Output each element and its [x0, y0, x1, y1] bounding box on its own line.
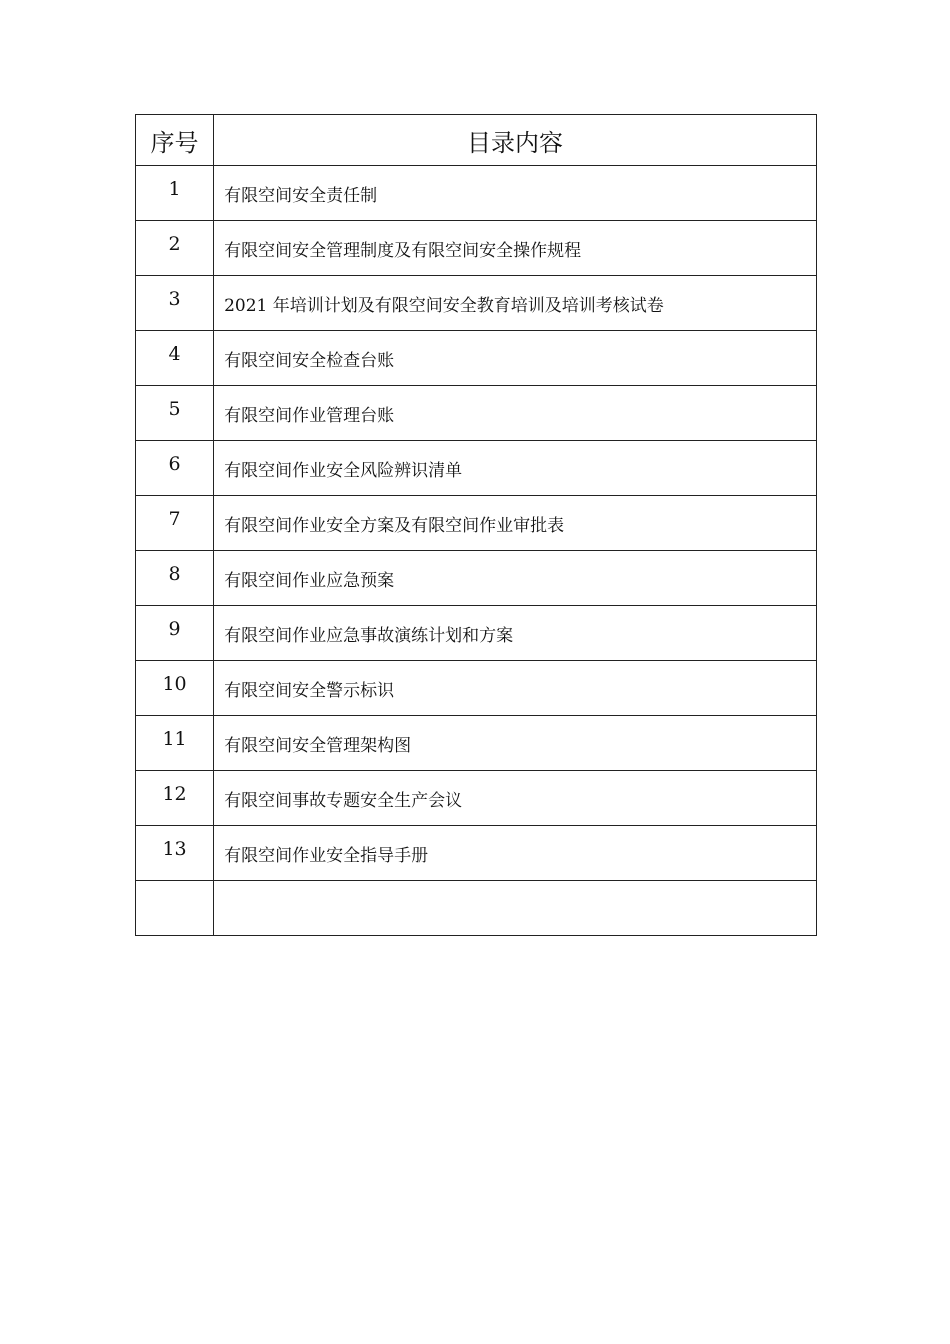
- row-content: 有限空间作业安全指导手册: [214, 826, 817, 881]
- table-row: [136, 386, 817, 441]
- table-row: [136, 826, 817, 881]
- row-content: 有限空间作业安全方案及有限空间作业审批表: [214, 496, 817, 551]
- row-number: 3: [136, 276, 214, 331]
- table-row: [136, 771, 817, 826]
- table-row: [136, 331, 817, 386]
- header-content: 目录内容: [214, 115, 817, 166]
- row-content: [214, 881, 817, 936]
- row-content: 有限空间作业应急预案: [214, 551, 817, 606]
- table-row: [136, 661, 817, 716]
- row-number: 8: [136, 551, 214, 606]
- table-row: [136, 166, 817, 221]
- row-number: 2: [136, 221, 214, 276]
- row-content: 有限空间事故专题安全生产会议: [214, 771, 817, 826]
- row-number: 13: [136, 826, 214, 881]
- table-row: [136, 441, 817, 496]
- row-number: 10: [136, 661, 214, 716]
- row-content: 有限空间安全检查台账: [214, 331, 817, 386]
- row-number: 1: [136, 166, 214, 221]
- table-header-row: [136, 115, 817, 166]
- row-number: 11: [136, 716, 214, 771]
- row-content: 有限空间安全管理制度及有限空间安全操作规程: [214, 221, 817, 276]
- row-content: 有限空间安全责任制: [214, 166, 817, 221]
- row-number: [136, 881, 214, 936]
- row-content: 有限空间作业管理台账: [214, 386, 817, 441]
- row-number: 5: [136, 386, 214, 441]
- row-content: 有限空间作业应急事故演练计划和方案: [214, 606, 817, 661]
- table-row: [136, 606, 817, 661]
- row-number: 7: [136, 496, 214, 551]
- table-row: [136, 221, 817, 276]
- table-row: [136, 551, 817, 606]
- table-row: [136, 276, 817, 331]
- row-content: 2021 年培训计划及有限空间安全教育培训及培训考核试卷: [214, 276, 817, 331]
- row-number: 6: [136, 441, 214, 496]
- row-number: 4: [136, 331, 214, 386]
- row-content: 有限空间作业安全风险辨识清单: [214, 441, 817, 496]
- table-row: [136, 496, 817, 551]
- row-content: 有限空间安全管理架构图: [214, 716, 817, 771]
- table-row-empty: [136, 881, 817, 936]
- toc-table: [135, 114, 817, 936]
- row-number: 9: [136, 606, 214, 661]
- header-no: 序号: [136, 115, 214, 166]
- table-row: [136, 716, 817, 771]
- row-number: 12: [136, 771, 214, 826]
- row-content: 有限空间安全警示标识: [214, 661, 817, 716]
